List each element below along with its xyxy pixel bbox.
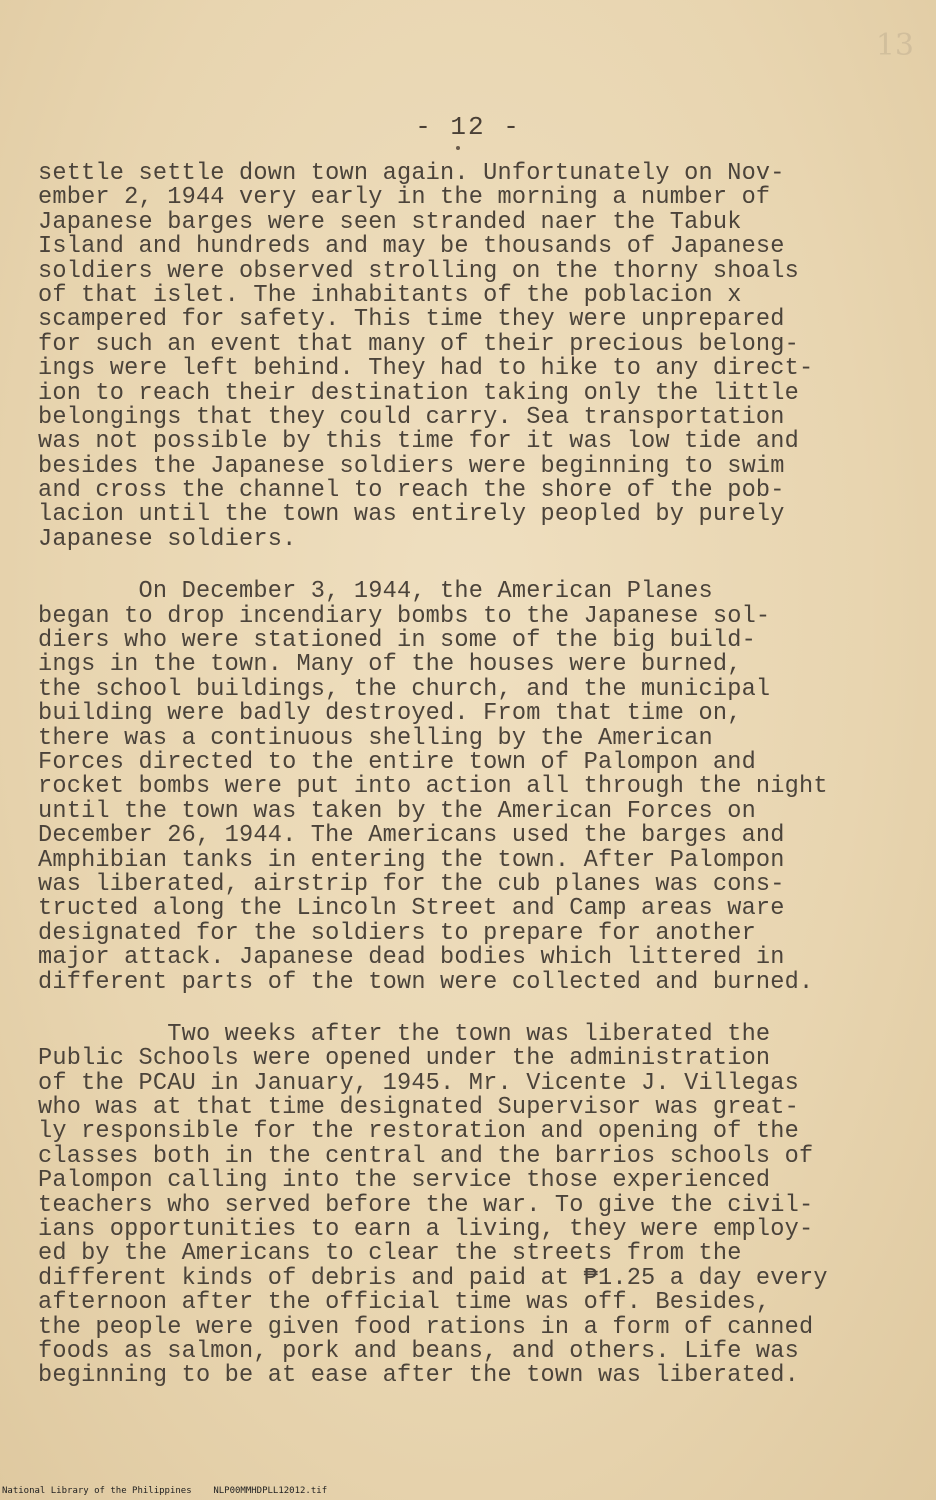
text-line: was liberated, airstrip for the cub planes was cons-	[38, 870, 785, 898]
text-line: ians opportunities to earn a living, they were employ-	[38, 1216, 814, 1244]
text-line: different parts of the town were collected and burned.	[38, 968, 814, 996]
text-line: Island and hundreds and may be thousands of Japanese	[38, 233, 785, 261]
corner-page-mark: 13	[875, 28, 914, 63]
paragraph	[38, 1020, 858, 1390]
text-line: Amphibian tanks in entering the town. After Palompon	[38, 846, 785, 874]
text-line: Two weeks after the town was liberated the	[38, 1020, 771, 1048]
text-line: major attack. Japanese dead bodies which littered in	[38, 944, 785, 972]
text-line: who was at that time designated Supervisor was great-	[38, 1094, 800, 1122]
text-line: building were badly destroyed. From that time on,	[38, 700, 742, 728]
text-line: for such an event that many of their precious belong-	[38, 330, 800, 358]
text-line: foods as salmon, pork and beans, and others. Life was	[38, 1337, 800, 1365]
text-line: ings in the town. Many of the houses were burned,	[38, 651, 742, 679]
text-line: December 26, 1944. The Americans used the barges and	[38, 822, 785, 850]
text-line: of the PCAU in January, 1945. Mr. Vicente J. Villegas	[38, 1069, 800, 1097]
text-line: ed by the Americans to clear the streets from the	[38, 1240, 742, 1268]
text-line: scampered for safety. This time they were unprepared	[38, 306, 785, 334]
text-line: there was a continuous shelling by the American	[38, 724, 713, 752]
document-body	[38, 162, 858, 1389]
text-line: different kinds of debris and paid at ₱1.25 a day every	[38, 1264, 828, 1292]
paragraph	[38, 580, 858, 995]
text-line: of that islet. The inhabitants of the poblacion x	[38, 281, 742, 309]
paragraph-gap	[38, 995, 858, 1023]
paragraph	[38, 162, 858, 552]
text-line: began to drop incendiary bombs to the Japanese sol-	[38, 602, 771, 630]
text-line: beginning to be at ease after the town was liberated.	[38, 1362, 800, 1390]
archive-footer: National Library of the Philippines NLP00MMHDPLL12012.tif	[2, 1486, 328, 1496]
text-line: besides the Japanese soldiers were beginning to swim	[38, 452, 785, 480]
text-line: until the town was taken by the American Forces on	[38, 797, 756, 825]
page-number: - 12 -	[415, 112, 521, 142]
text-line: classes both in the central and the barrios schools of	[38, 1142, 814, 1170]
text-line: belongings that they could carry. Sea transportation	[38, 403, 785, 431]
text-line: Forces directed to the entire town of Palompon and	[38, 748, 756, 776]
text-line: and cross the channel to reach the shore of the pob-	[38, 477, 785, 505]
text-line: ion to reach their destination taking only the little	[38, 379, 800, 407]
text-line: rocket bombs were put into action all through the night	[38, 773, 828, 801]
text-line: ember 2, 1944 very early in the morning a number of	[38, 184, 771, 212]
paragraph-gap	[38, 552, 858, 580]
text-line: Japanese soldiers.	[38, 525, 297, 553]
text-line: Japanese barges were seen stranded naer the Tabuk	[38, 208, 742, 236]
text-line: lacion until the town was entirely peopled by purely	[38, 501, 785, 529]
text-line: tructed along the Lincoln Street and Camp areas ware	[38, 895, 785, 923]
text-line: afternoon after the official time was off. Besides,	[38, 1289, 771, 1317]
text-line: ly responsible for the restoration and opening of the	[38, 1118, 800, 1146]
text-line: Palompon calling into the service those experienced	[38, 1167, 771, 1195]
text-line: teachers who served before the war. To give the civil-	[38, 1191, 814, 1219]
text-line: Public Schools were opened under the administration	[38, 1045, 771, 1073]
text-line: the people were given food rations in a form of canned	[38, 1313, 814, 1341]
text-line: ings were left behind. They had to hike to any direct-	[38, 355, 814, 383]
text-line: On December 3, 1944, the American Planes	[38, 578, 713, 606]
text-line: diers who were stationed in some of the big build-	[38, 627, 756, 655]
text-line: soldiers were observed strolling on the thorny shoals	[38, 257, 800, 285]
text-line: designated for the soldiers to prepare for another	[38, 919, 756, 947]
text-line: was not possible by this time for it was low tide and	[38, 428, 800, 456]
text-line: settle settle down town again. Unfortunately on Nov-	[38, 160, 785, 187]
text-line: the school buildings, the church, and the municipal	[38, 675, 771, 703]
ink-dot	[456, 146, 460, 150]
